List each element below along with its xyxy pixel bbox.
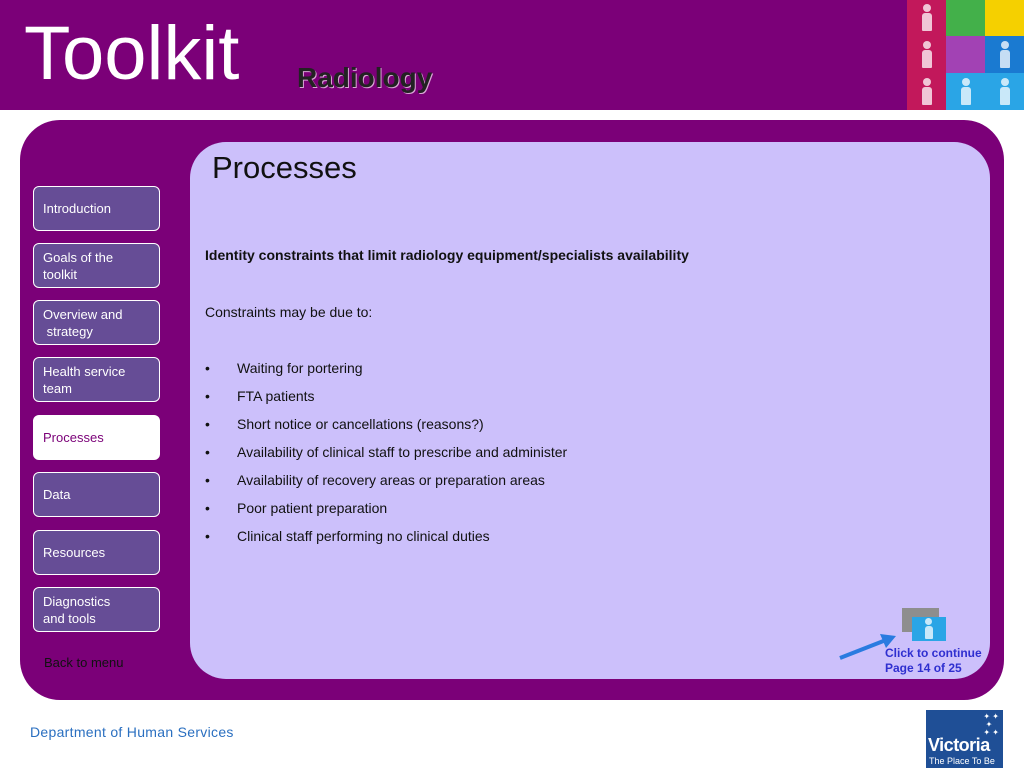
nav-diagnostics-button[interactable]: Diagnostics and tools xyxy=(33,587,160,632)
back-to-menu-link[interactable]: Back to menu xyxy=(44,655,124,670)
grid-cell xyxy=(985,36,1024,73)
app-title: Toolkit xyxy=(24,11,240,96)
intro-text: Constraints may be due to: xyxy=(205,304,373,320)
list-item-text: Availability of recovery areas or preparation areas xyxy=(237,472,545,488)
list-item xyxy=(205,360,567,388)
bullet-marker: • xyxy=(205,528,210,544)
continue-icon[interactable] xyxy=(912,617,946,641)
victoria-logo xyxy=(926,710,1003,768)
list-item-text: Short notice or cancellations (reasons?) xyxy=(237,416,484,432)
grid-cell xyxy=(946,0,985,36)
grid-cell xyxy=(985,73,1024,110)
constraints-list xyxy=(205,360,567,556)
southern-cross-icon: ✦ ✦ ✦ ✦ ✦ xyxy=(983,712,999,737)
person-icon xyxy=(1000,78,1010,106)
bullet-marker: • xyxy=(205,500,210,516)
nav-goals-button[interactable]: Goals of the toolkit xyxy=(33,243,160,288)
person-icon xyxy=(922,78,932,106)
logo-name: Victoria xyxy=(928,735,990,755)
person-icon xyxy=(922,41,932,69)
grid-cell xyxy=(946,73,985,110)
list-item-text: Clinical staff performing no clinical duties xyxy=(237,528,490,544)
grid-cell xyxy=(946,36,985,73)
bullet-marker: • xyxy=(205,472,210,488)
continue-link[interactable]: Click to continue xyxy=(885,646,982,660)
list-item-text: FTA patients xyxy=(237,388,315,404)
list-item xyxy=(205,416,567,444)
bullet-marker: • xyxy=(205,416,210,432)
list-item-text: Waiting for portering xyxy=(237,360,363,376)
list-item-text: Availability of clinical staff to prescribe and administer xyxy=(237,444,568,460)
bullet-marker: • xyxy=(205,360,210,376)
list-item-text: Poor patient preparation xyxy=(237,500,388,516)
department-name: Department of Human Services xyxy=(30,724,234,740)
person-icon xyxy=(1000,41,1010,69)
person-icon xyxy=(961,78,971,106)
nav-introduction-button[interactable]: Introduction xyxy=(33,186,160,231)
list-item xyxy=(205,444,567,472)
grid-cell xyxy=(907,36,946,73)
nav-overview-button[interactable]: Overview and strategy xyxy=(33,300,160,345)
nav-health-service-team-button[interactable]: Health service team xyxy=(33,357,160,402)
lead-statement: Identity constraints that limit radiology equipment/specialists availability xyxy=(205,247,689,263)
person-icon xyxy=(924,618,934,640)
brand-color-grid xyxy=(907,0,1024,110)
header-bar xyxy=(0,0,1024,110)
page-title: Processes xyxy=(212,150,357,185)
grid-cell xyxy=(907,0,946,36)
nav-data-button[interactable]: Data xyxy=(33,472,160,517)
person-icon xyxy=(922,4,932,32)
continue-area[interactable] xyxy=(885,646,982,676)
list-item xyxy=(205,472,567,500)
grid-cell xyxy=(985,0,1024,36)
logo-tagline: The Place To Be xyxy=(929,756,995,766)
nav-processes-button[interactable]: Processes xyxy=(33,415,160,460)
app-subtitle: Radiology xyxy=(297,62,433,93)
bullet-marker: • xyxy=(205,444,210,460)
list-item xyxy=(205,500,567,528)
nav-resources-button[interactable]: Resources xyxy=(33,530,160,575)
bullet-marker: • xyxy=(205,388,210,404)
grid-cell xyxy=(907,73,946,110)
list-item xyxy=(205,528,567,556)
list-item xyxy=(205,388,567,416)
page-indicator: Page 14 of 25 xyxy=(885,661,962,675)
